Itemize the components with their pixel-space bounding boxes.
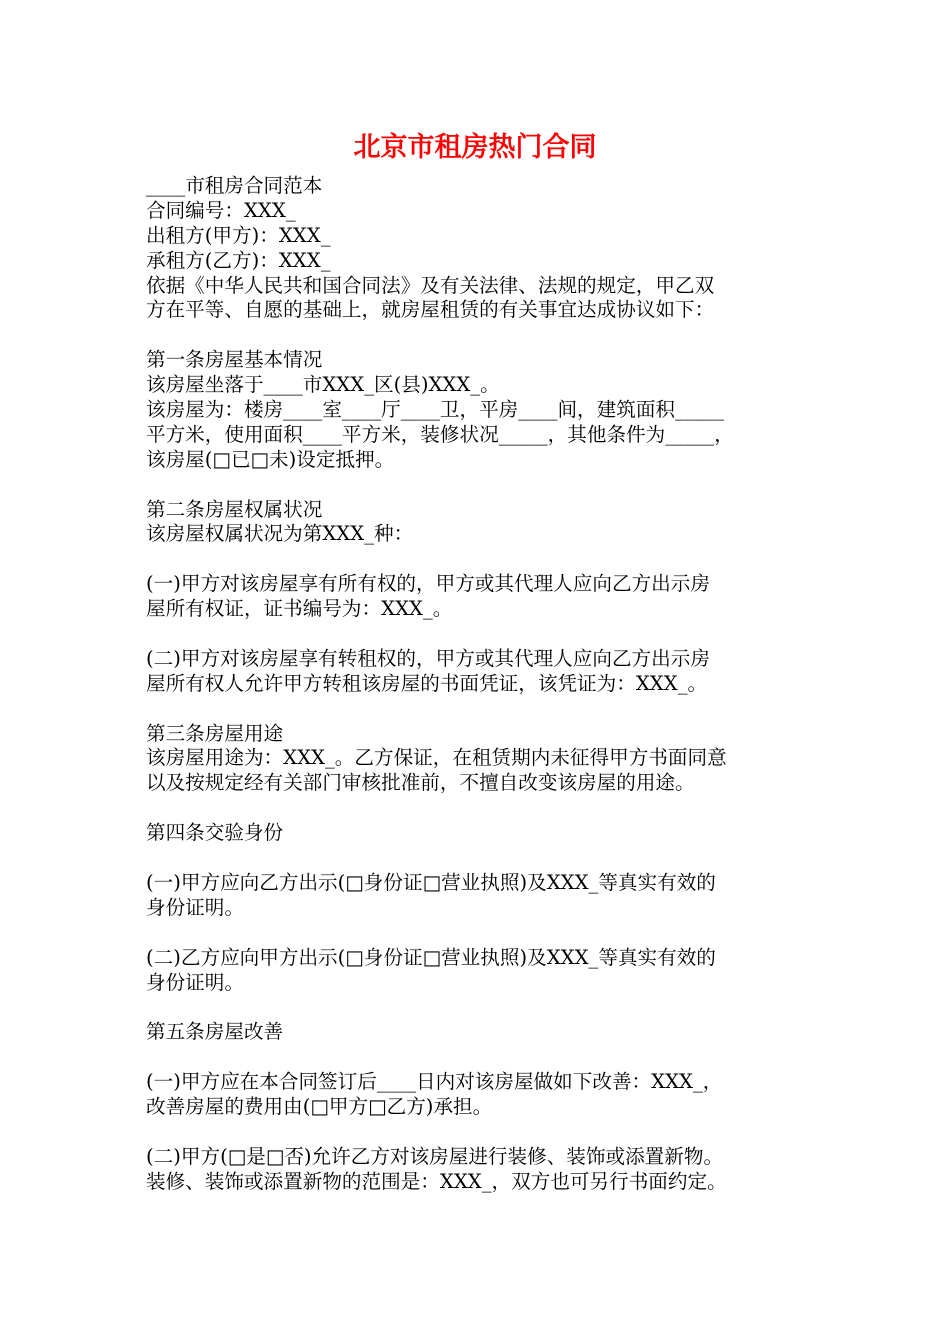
text-line: 该房屋为：楼房____室____厅____卫，平房____间，建筑面积_____	[146, 398, 725, 422]
text-line: ____市租房合同范本	[146, 174, 323, 197]
text-line: 出租方(甲方)：XXX_	[146, 223, 331, 247]
blank-line	[146, 1120, 816, 1145]
text-line: 以及按规定经有关部门审核批准前，不擅自改变该房屋的用途。	[146, 771, 695, 795]
text-line: 方在平等、自愿的基础上，就房屋租赁的有关事宜达成协议如下：	[146, 298, 715, 322]
text-line: 该房屋权属状况为第XXX_种：	[146, 522, 414, 546]
text-line: 改善房屋的费用由(□甲方□乙方)承担。	[146, 1094, 493, 1118]
blank-line	[146, 846, 816, 871]
blank-line	[146, 1045, 816, 1070]
text-line: 装修、装饰或添置新物的范围是：XXX_，双方也可另行书面约定。	[146, 1169, 727, 1193]
text-line: 屋所有权证，证书编号为：XXX_。	[146, 597, 453, 621]
text-line: 第二条房屋权属状况	[146, 497, 323, 521]
text-line: 平方米，使用面积____平方米，装修状况_____，其他条件为_____，	[146, 422, 734, 446]
text-line: 依据《中华人民共和国合同法》及有关法律、法规的规定，甲乙双	[146, 273, 715, 297]
text-line: 身份证明。	[146, 970, 244, 994]
blank-line	[146, 622, 816, 647]
text-line: (二)乙方应向甲方出示(□身份证□营业执照)及XXX_等真实有效的	[146, 945, 716, 969]
document-title: 北京市租房热门合同	[353, 132, 597, 163]
blank-line	[146, 323, 816, 348]
blank-line	[146, 473, 816, 498]
blank-line	[146, 547, 816, 572]
blank-line	[146, 796, 816, 821]
text-line: 第四条交验身份	[146, 821, 284, 845]
text-line: (一)甲方应在本合同签订后____日内对该房屋做如下改善：XXX_，	[146, 1070, 723, 1094]
blank-line	[146, 921, 816, 946]
text-line: 屋所有权人允许甲方转租该房屋的书面凭证，该凭证为：XXX_。	[146, 671, 708, 695]
text-line: 第五条房屋改善	[146, 1020, 284, 1044]
text-line: (二)甲方(□是□否)允许乙方对该房屋进行装修、装饰或添置新物。	[146, 1144, 724, 1168]
text-line: (一)甲方对该房屋享有所有权的，甲方或其代理人应向乙方出示房	[146, 572, 710, 596]
text-line: (二)甲方对该房屋享有转租权的，甲方或其代理人应向乙方出示房	[146, 646, 710, 670]
text-line: 第一条房屋基本情况	[146, 348, 323, 372]
text-line: (一)甲方应向乙方出示(□身份证□营业执照)及XXX_等真实有效的	[146, 870, 716, 894]
text-line: 承租方(乙方)：XXX_	[146, 248, 331, 272]
document-body	[146, 174, 816, 1195]
text-line: 合同编号：XXX_	[146, 198, 296, 222]
text-line: 该房屋用途为：XXX_。乙方保证，在租赁期内未征得甲方书面同意	[146, 746, 727, 770]
blank-line	[146, 995, 816, 1020]
text-line: 身份证明。	[146, 895, 244, 919]
text-line: 该房屋坐落于____市XXX_区(县)XXX_。	[146, 373, 500, 397]
text-line: 该房屋(□已□未)设定抵押。	[146, 447, 395, 471]
blank-line	[146, 697, 816, 722]
text-line: 第三条房屋用途	[146, 721, 284, 745]
